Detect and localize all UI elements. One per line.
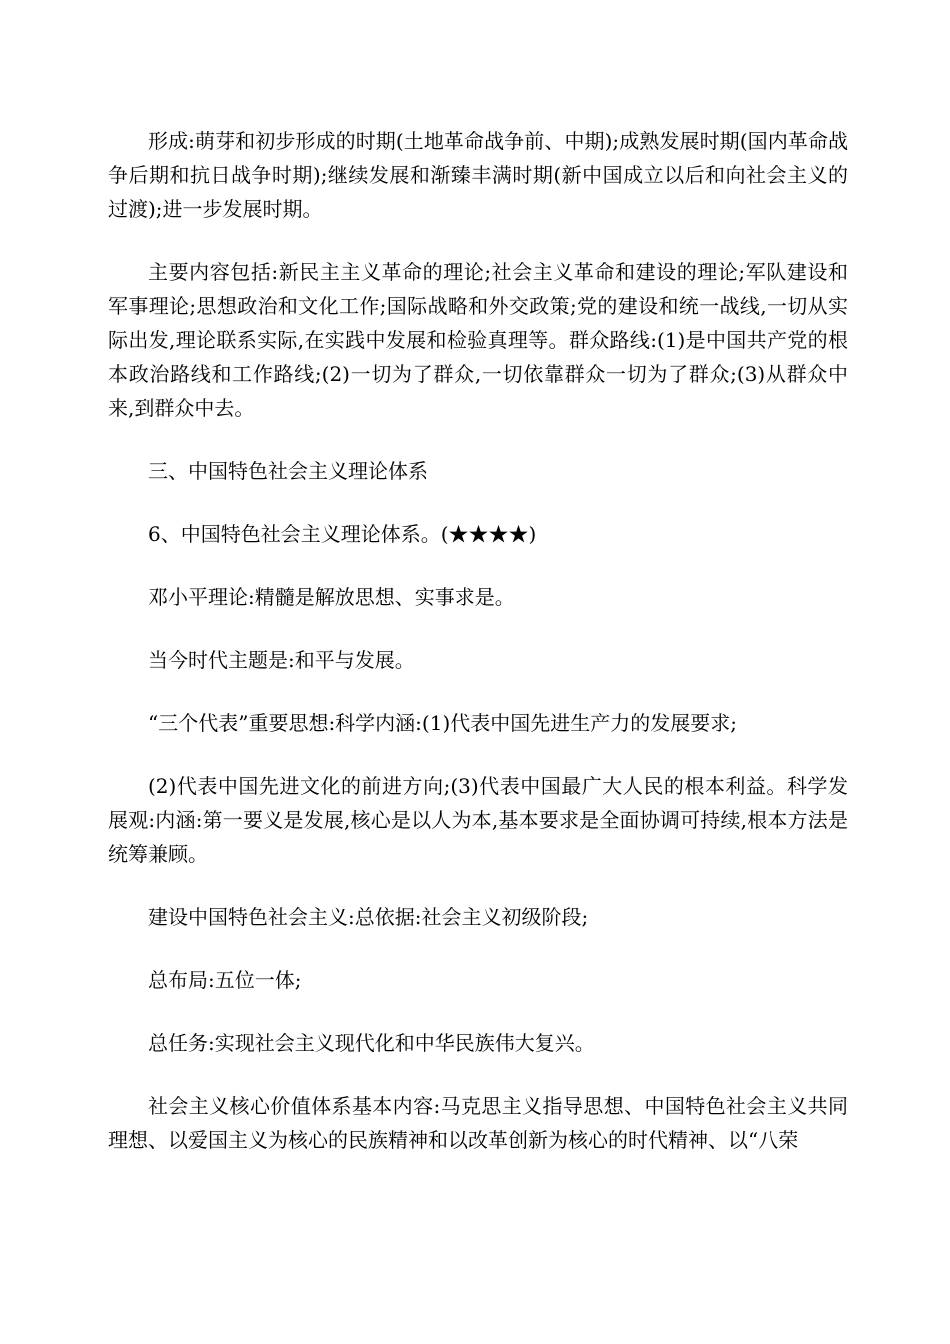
paragraph-era-theme: 当今时代主题是:和平与发展。 — [148, 648, 415, 672]
paragraph-formation: 形成:萌芽和初步形成的时期(土地革命战争前、中期);成熟发展时期(国内革命战争后期和抗日战争时期);继续发展和渐臻丰满时期(新中国成立以后和向社会主义的过渡);进一步发展时期。 — [108, 129, 848, 221]
paragraph-core-values: 社会主义核心价值体系基本内容:马克思主义指导思想、中国特色社会主义共同理想、以爱国主义为核心的民族精神和以改革创新为核心的时代精神、以“八荣 — [108, 1094, 848, 1152]
paragraph-scientific-outlook: (2)代表中国先进文化的前进方向;(3)代表中国最广大人民的根本利益。科学发展观:内涵:第一要义是发展,核心是以人为本,基本要求是全面协调可持续,根本方法是统筹兼顾。 — [108, 774, 848, 866]
item-heading: 6、中国特色社会主义理论体系。(★★★★) — [148, 522, 537, 546]
paragraph-deng-theory: 邓小平理论:精髓是解放思想、实事求是。 — [148, 585, 515, 609]
section-heading: 三、中国特色社会主义理论体系 — [148, 459, 428, 483]
paragraph-general-task: 总任务:实现社会主义现代化和中华民族伟大复兴。 — [148, 1031, 595, 1055]
paragraph-main-content: 主要内容包括:新民主主义革命的理论;社会主义革命和建设的理论;军队建设和军事理论;思想政治和文化工作;国际战略和外交政策;党的建设和统一战线,一切从实际出发,理论联系实际,在实践中发展和检验真理等。群众路线:(1)是中国共产党的根本政治路线和工作路线;(2)一切为了群众,一切依靠群众一切为了群众;(3)从群众中来,到群众中去。 — [108, 260, 848, 420]
paragraph-three-represents: “三个代表”重要思想:科学内涵:(1)代表中国先进生产力的发展要求; — [148, 711, 737, 735]
paragraph-general-basis: 建设中国特色社会主义:总依据:社会主义初级阶段; — [148, 905, 589, 929]
paragraph-general-layout: 总布局:五位一体; — [148, 968, 302, 992]
document-body — [108, 124, 848, 1186]
